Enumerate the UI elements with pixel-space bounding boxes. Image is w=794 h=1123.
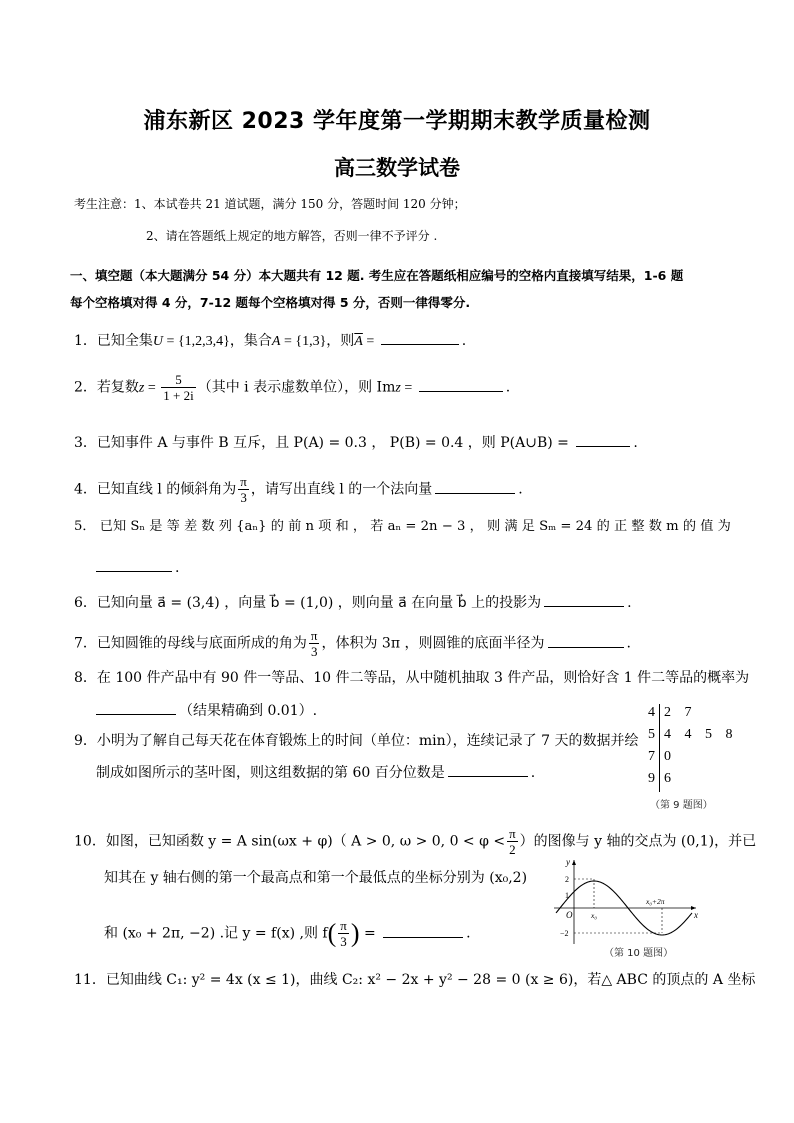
q2-eq2: = xyxy=(400,380,416,396)
y-tick-2: 2 xyxy=(565,875,569,884)
figure-9-caption: （第 9 题图） xyxy=(650,800,713,811)
question-8-line-2 xyxy=(74,700,317,721)
exam-title: 浦东新区 2023 学年度第一学期期末教学质量检测 xyxy=(143,109,651,134)
exam-subtitle: 高三数学试卷 xyxy=(334,156,460,180)
question-10-line-3 xyxy=(104,918,471,949)
q1-var-a: A xyxy=(271,334,281,349)
q7-denominator: 3 xyxy=(310,644,318,659)
q7-fraction xyxy=(309,628,320,659)
leaf-values: 2 7 xyxy=(664,705,692,720)
q7-text-b: ，体积为 3π ，则圆锥的底面半径为 xyxy=(321,635,545,652)
q8-answer-blank[interactable] xyxy=(96,700,176,715)
q10-text-a: 10．如图，已知函数 y = A sin(ωx + φ)（ A > 0, ω > 0, 0 < φ < xyxy=(74,833,506,850)
q2-denominator: 1 + 2i xyxy=(163,388,194,403)
q4-text-b: ，请写出直线 l 的一个法向量 xyxy=(250,481,433,498)
notice-line-1: 考生注意：1、本试卷共 21 道试题，满分 150 分，答题时间 120 分钟； xyxy=(74,197,466,211)
stem-row xyxy=(646,768,726,790)
q7-text-a: 7．已知圆锥的母线与底面所成的角为 xyxy=(74,635,307,652)
q3-answer-blank[interactable] xyxy=(576,432,630,447)
q10-line-3a: 和 (x₀ + 2π, −2) .记 y = f(x) ,则 f xyxy=(104,925,328,942)
q2-var-z: z xyxy=(138,380,145,396)
question-6 xyxy=(74,592,632,613)
x0-label: x₀ xyxy=(591,911,597,920)
figure-10-caption: （第 10 题图） xyxy=(604,948,674,959)
stem-row xyxy=(646,724,733,746)
q3-end: . xyxy=(633,435,638,451)
q8-line-2: （结果精确到 0.01）. xyxy=(179,703,318,719)
q10-eq: = xyxy=(359,925,381,942)
question-9-line-2 xyxy=(96,762,535,783)
q1-text-d: ，集合 xyxy=(229,333,272,349)
q4-denominator: 3 xyxy=(240,490,247,505)
q7-numerator: π xyxy=(310,628,318,643)
stem-value: 4 xyxy=(648,705,655,720)
leaf-values: 4 4 5 8 xyxy=(664,727,733,742)
question-9 xyxy=(74,731,638,751)
q10-text-b: ）的图像与 y 轴的交点为 (0,1)，并已 xyxy=(519,833,757,850)
q2-end: . xyxy=(505,379,511,396)
q1-complement-a: $\overline{A}$ xyxy=(354,334,363,349)
q2-answer-blank[interactable] xyxy=(419,377,503,392)
q2-eq: = xyxy=(144,380,160,396)
q5-end: . xyxy=(175,560,180,576)
q2-var-z2: z xyxy=(395,380,401,396)
question-5-line-2 xyxy=(74,557,179,578)
q1-eq: = xyxy=(362,334,378,349)
q4-numerator: π xyxy=(240,474,247,489)
q8-line-1: 8．在 100 件产品中有 90 件一等品、10 件二等品，从中随机抽取 3 件产品，则恰好含 1 件二等品的概率为 xyxy=(74,670,750,686)
question-10 xyxy=(74,826,756,857)
q6-text: 6．已知向量 a⃗ = (3,4) ，向量 b⃗ = (1,0) ，则向量 a⃗ 在向量 b⃗ 上的投影为 xyxy=(74,595,542,611)
question-4 xyxy=(74,474,523,505)
section-1-line-2: 每个空格填对得 4 分，7-12 题每个空格填对得 5 分，否则一律得零分. xyxy=(70,295,471,310)
q10-numerator: π xyxy=(509,826,516,841)
question-2 xyxy=(74,372,510,403)
q10-sine-graph xyxy=(552,856,702,948)
q10-denominator: 2 xyxy=(509,842,516,857)
q9-line-2: 制成如图所示的茎叶图，则这组数据的第 60 百分位数是 xyxy=(96,765,445,781)
q1-var-u: U xyxy=(152,334,164,349)
q1-set-a: = {1,3} xyxy=(280,334,327,349)
q10-end: . xyxy=(466,925,471,942)
question-5 xyxy=(74,517,731,537)
stem-leaf-plot xyxy=(646,702,733,797)
q1-text-a: 1．已知全集 xyxy=(74,333,153,349)
y-tick-neg2: −2 xyxy=(560,929,569,938)
q4-text-a: 4．已知直线 l 的倾斜角为 xyxy=(74,481,237,498)
q9-end: . xyxy=(530,765,536,781)
q1-text-g: ，则 xyxy=(326,333,355,349)
q9-line-1: 9．小明为了解自己每天花在体育锻炼上的时间（单位：min），连续记录了 7 天的数据并绘 xyxy=(74,733,639,749)
question-1 xyxy=(74,330,466,352)
q4-end: . xyxy=(518,481,523,498)
q10-arg-fraction xyxy=(338,918,349,949)
q5-text: 5． 已知 Sₙ 是 等 差 数 列 {aₙ} 的 前 n 项 和 ， 若 aₙ = 2n − 3 ， 则 满 足 Sₘ = 24 的 正 整 数 m 的 值 为 xyxy=(74,519,731,534)
leaf-values: 0 xyxy=(664,749,671,764)
q4-answer-blank[interactable] xyxy=(435,479,515,494)
q6-answer-blank[interactable] xyxy=(544,592,624,607)
q2-text-a: 2．若复数 xyxy=(74,379,139,396)
q10-line-2: 知其在 y 轴右侧的第一个最高点和第一个最低点的坐标分别为 (x₀,2) xyxy=(104,870,528,886)
q6-end: . xyxy=(627,595,632,611)
y-tick-1: 1 xyxy=(565,891,569,900)
origin-label: O xyxy=(566,910,573,920)
q10-arg-denominator: 3 xyxy=(340,934,347,949)
q4-fraction xyxy=(238,474,249,505)
stem-value: 9 xyxy=(648,771,655,786)
q2-fraction xyxy=(161,372,195,403)
q2-text-d: （其中 i 表示虚数单位），则 Im xyxy=(197,379,396,396)
stem-value: 5 xyxy=(648,727,655,742)
question-11 xyxy=(74,970,755,990)
q10-paren-left: ( xyxy=(327,918,337,948)
q1-set-u: = {1,2,3,4} xyxy=(163,334,230,349)
q10-fraction xyxy=(507,826,518,857)
q3-text: 3．已知事件 A 与事件 B 互斥，且 P(A) = 0.3 ， P(B) = 0.4 ，则 P(A∪B) = xyxy=(74,435,574,451)
q1-answer-blank[interactable] xyxy=(381,330,459,345)
stem-row xyxy=(646,702,726,724)
q11-text: 11．已知曲线 C₁: y² = 4x (x ≤ 1)，曲线 C₂: x² − 2x + y² − 28 = 0 (x ≥ 6)，若△ ABC 的顶点的 A 坐标 xyxy=(74,972,756,988)
question-7 xyxy=(74,628,631,659)
question-10-line-2 xyxy=(104,868,527,888)
y-axis-label: y xyxy=(566,857,570,867)
leaf-values: 6 xyxy=(664,771,671,786)
q5-answer-blank[interactable] xyxy=(96,557,172,572)
q7-answer-blank[interactable] xyxy=(548,633,624,648)
q10-arg-numerator: π xyxy=(340,918,347,933)
x0-plus-2pi-label: x₀+2π xyxy=(646,897,665,906)
question-3 xyxy=(74,432,638,453)
y-axis-arrow xyxy=(572,860,576,865)
section-1-instructions xyxy=(70,262,725,316)
q9-answer-blank[interactable] xyxy=(448,762,528,777)
q1-end: . xyxy=(461,333,467,349)
question-8 xyxy=(74,668,749,688)
stem-row xyxy=(646,746,726,768)
x-axis-label: x xyxy=(694,910,698,920)
q10-paren-right: ) xyxy=(350,918,360,948)
q10-answer-blank[interactable] xyxy=(383,923,463,938)
section-1-line-1: 一、填空题（本大题满分 54 分）本大题共有 12 题. 考生应在答题纸相应编号的空格内直接填写结果，1-6 题 xyxy=(70,268,684,283)
notice-line-2: 2、请在答题纸上规定的地方解答，否则一律不予评分 . xyxy=(146,229,438,243)
q7-end: . xyxy=(626,635,631,652)
q2-numerator: 5 xyxy=(161,372,195,388)
stem-value: 7 xyxy=(648,749,655,764)
